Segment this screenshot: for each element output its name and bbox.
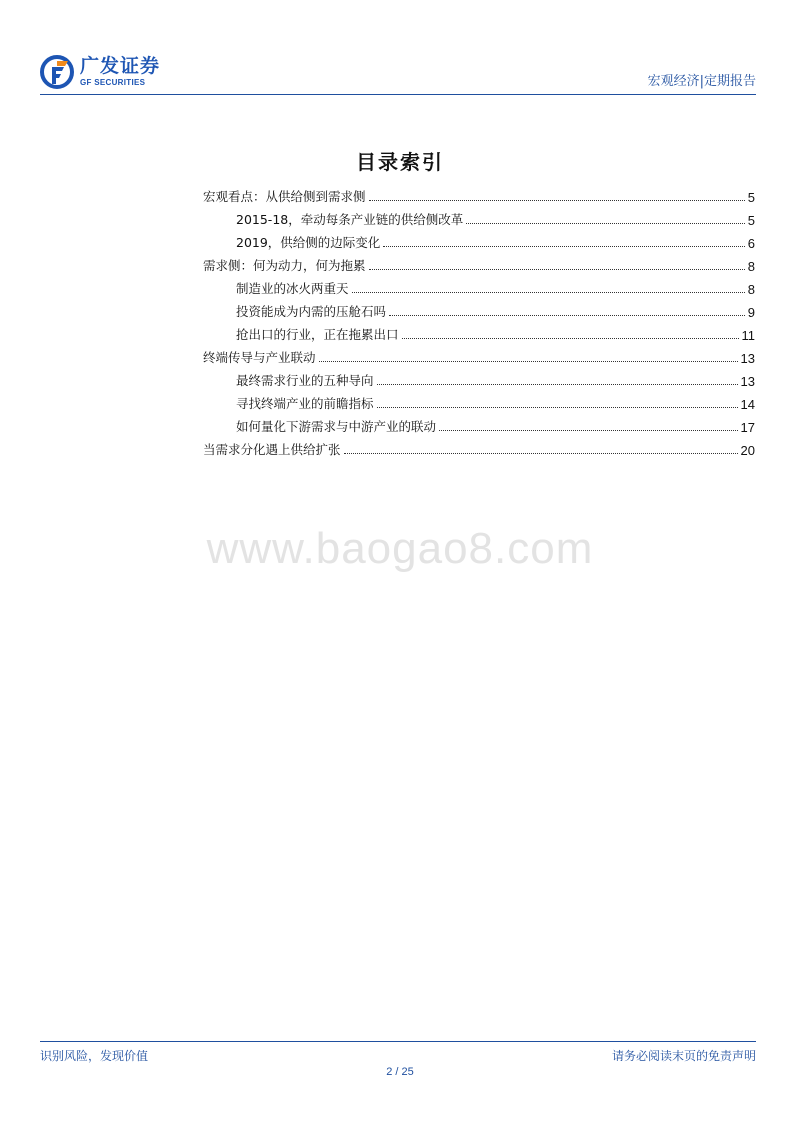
toc-entry-text: 制造业的冰火两重天: [236, 281, 349, 296]
toc-entry[interactable]: [203, 343, 755, 366]
toc-entry-page: 8: [747, 282, 755, 297]
toc-entry-text: 宏观看点：从供给侧到需求侧: [203, 189, 366, 204]
toc-entry-text: 最终需求行业的五种导向: [236, 373, 374, 388]
watermark-text: www.baogao8.com: [206, 524, 594, 573]
toc-dot-leader: [383, 246, 744, 247]
toc-dot-leader: [377, 407, 738, 408]
toc-entry-page: 5: [747, 213, 755, 228]
toc-entry-page: 6: [747, 236, 755, 251]
toc-dot-leader: [439, 430, 738, 431]
table-of-contents: [203, 182, 755, 458]
toc-entry-page: 13: [740, 374, 755, 389]
toc-entry-text: 寻找终端产业的前瞻指标: [236, 396, 374, 411]
toc-entry[interactable]: [203, 412, 755, 435]
footer-disclaimer-note: 请务必阅读末页的免责声明: [611, 1049, 756, 1063]
toc-entry[interactable]: [203, 320, 755, 343]
footer-divider: [40, 1041, 756, 1042]
toc-entry-text: 抢出口的行业，正在拖累出口: [236, 327, 399, 342]
toc-entry[interactable]: [203, 182, 755, 205]
gf-securities-logo: [40, 52, 200, 92]
toc-entry-page: 11: [741, 328, 755, 343]
toc-entry-text: 当需求分化遇上供给扩张: [203, 442, 341, 457]
toc-dot-leader: [402, 338, 739, 339]
toc-title: 目录索引: [356, 150, 444, 174]
toc-entry-text: 终端传导与产业联动: [203, 350, 316, 365]
toc-entry-page: 20: [740, 443, 755, 458]
toc-dot-leader: [344, 453, 738, 454]
toc-entry-page: 8: [747, 259, 755, 274]
gf-logo-icon: [40, 55, 74, 89]
logo-chinese-name: 广发证券: [80, 55, 161, 77]
header-divider: [40, 94, 756, 95]
toc-entry[interactable]: [203, 297, 755, 320]
toc-entry[interactable]: [203, 251, 755, 274]
toc-dot-leader: [377, 384, 738, 385]
toc-entry-page: 17: [740, 420, 755, 435]
toc-dot-leader: [319, 361, 738, 362]
toc-entry[interactable]: [203, 274, 755, 297]
toc-dot-leader: [369, 269, 745, 270]
toc-dot-leader: [466, 223, 745, 224]
toc-entry[interactable]: [203, 389, 755, 412]
toc-entry[interactable]: [203, 205, 755, 228]
page-number: 2 / 25: [386, 1066, 414, 1078]
toc-entry[interactable]: [203, 435, 755, 458]
toc-dot-leader: [352, 292, 745, 293]
toc-entry-text: 投资能成为内需的压舱石吗: [236, 304, 387, 319]
toc-entry-text: 需求侧：何为动力，何为拖累: [203, 258, 366, 273]
footer-slogan: 识别风险，发现价值: [40, 1049, 149, 1063]
toc-entry[interactable]: [203, 366, 755, 389]
toc-entry-text: 2019，供给侧的边际变化: [236, 235, 381, 250]
toc-dot-leader: [369, 200, 745, 201]
toc-entry-page: 14: [740, 397, 755, 412]
toc-entry-text: 如何量化下游需求与中游产业的联动: [236, 419, 437, 434]
report-type-label: 宏观经济|定期报告: [647, 74, 756, 89]
toc-entry-page: 5: [747, 190, 755, 205]
logo-english-name: GF SECURITIES: [80, 78, 146, 87]
toc-entry-text: 2015-18，牵动每条产业链的供给侧改革: [236, 212, 464, 227]
toc-entry[interactable]: [203, 228, 755, 251]
page-header: [40, 52, 756, 92]
toc-dot-leader: [389, 315, 745, 316]
toc-entry-page: 9: [747, 305, 755, 320]
toc-entry-page: 13: [740, 351, 755, 366]
